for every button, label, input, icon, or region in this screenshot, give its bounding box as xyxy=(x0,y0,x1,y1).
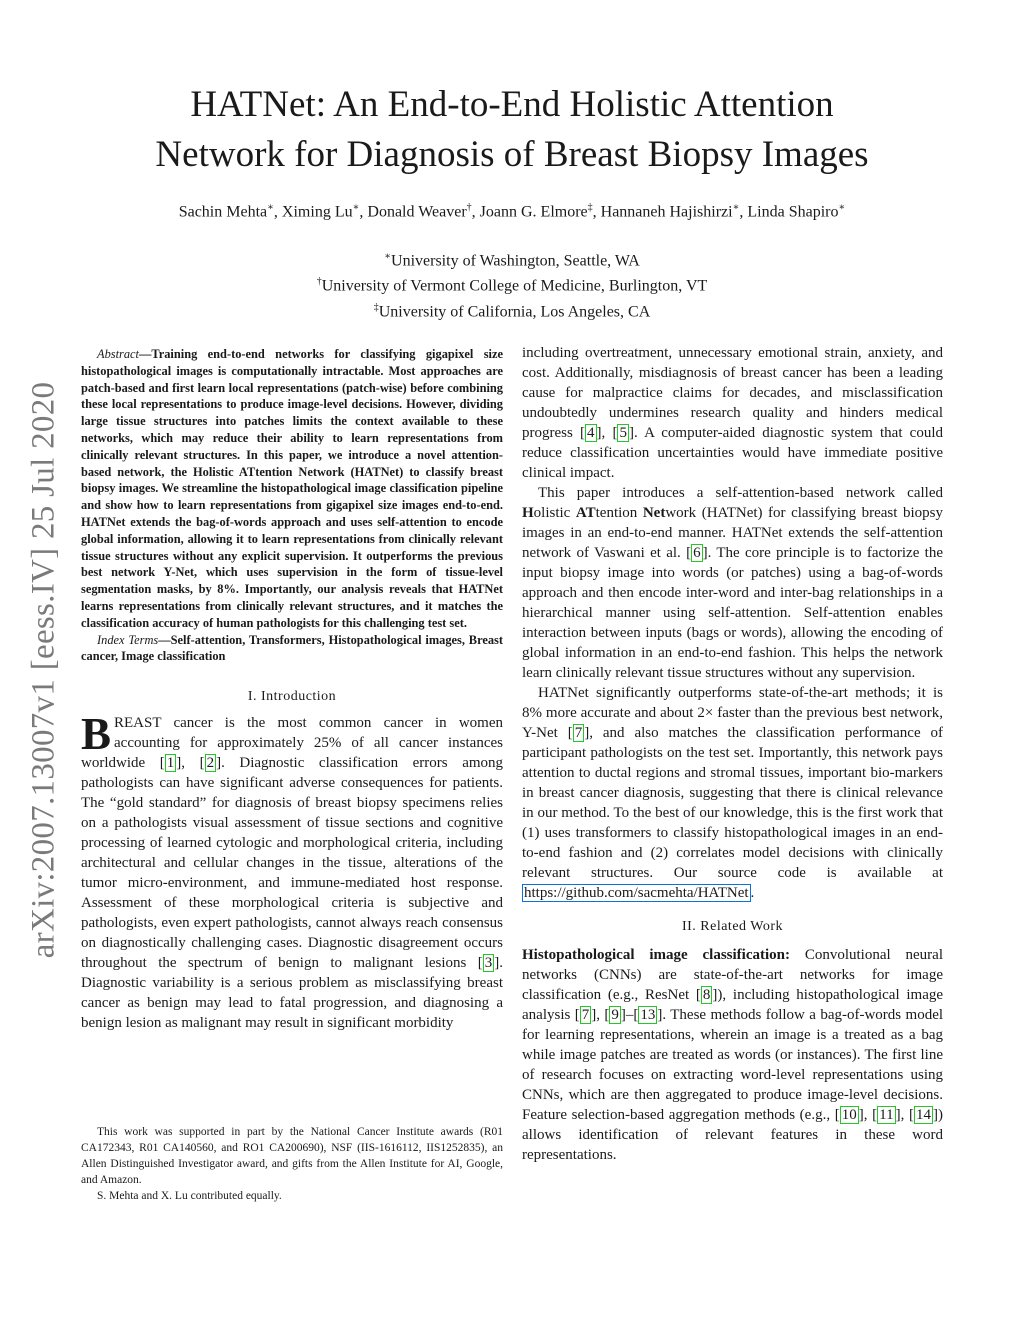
citation-link[interactable]: 4 xyxy=(587,425,595,441)
author-name: Ximing Lu xyxy=(281,203,353,221)
citation-link[interactable]: 7 xyxy=(574,725,583,741)
index-terms-text: —Self-attention, Transformers, Histopathological images, Breast cancer, Image classification xyxy=(81,632,503,664)
citation-link[interactable]: 5 xyxy=(619,425,627,441)
right-paragraph-3: HATNet significantly outperforms state-of-the-art methods; it is 8% more accurate and about 2× faster than the previous best network, Y-Net [ 7 ], and also matches the classification performance of participant pathologists on the test set. Importantly, this network pays attention to ductal regions and stromal tissues, important bio-markers in breast cancer diagnosis, suggesting that there is clinical relevance in our method. To the best of our knowledge, this is the first work that (1) uses transformers to classify histopathological images in an end-to-end fashion and (2) correlates model decisions with clinically relevant structures. Our source code is available at https://github.com/sacmehta/HATNet . xyxy=(522,685,943,901)
citation-link[interactable]: 14 xyxy=(916,1107,931,1123)
abstract xyxy=(81,346,503,632)
abstract-text: —Training end-to-end networks for classifying gigapixel size histopathological images is computationally intractable. Most approaches are patch-based and first learn local representations (patch-wise) before combining these local representations to produce image-level decisions. However, dividing large tissue structures into patches limits the context available to these networks, which may reduce their ability to learn representations from clinically relevant structures. In this paper, we introduce a novel attention-based network, the Holistic ATtention Network (HATNet) to classify breast biopsy images. We streamline the histopathological image classification pipeline and show how to learn representations from gigapixel size images end-to-end. HATNet extends the bag-of-words approach and uses self-attention to encode global information, allowing it to learn representations from clinically relevant tissue structures without any explicit supervision. It outperforms the previous best network Y-Net, which uses supervision in the form of tissue-level segmentation masks, by 8%. Importantly, our analysis reveals that HATNet learns representations from clinically relevant structures, and it matches the classification accuracy of human pathologists for this challenging test set. xyxy=(81,347,503,630)
author-name: Joann G. Elmore xyxy=(479,203,588,221)
affiliations xyxy=(60,246,964,322)
section-title-related-work: II. Related Work xyxy=(681,919,784,934)
footnote-equal-contribution: S. Mehta and X. Lu contributed equally. xyxy=(97,1190,282,1202)
citation-link[interactable]: 6 xyxy=(693,545,701,561)
citation-link[interactable]: 1 xyxy=(166,755,175,772)
intro-text: REAST cancer is the most common cancer in women accounting for approximately 25% of all cancer instances worldwide [ 1 ], [ 2 ]. Diagnostic classification errors among pathologists can have significant adverse consequences for patients. The “gold standard” for diagnosis of breast biopsy specimens relies on a pathologists visual assessment of tissue sections and cognitive processing of learned cytologic and morphological criteria, including architectural and cellular changes in the tissue, alterations of the tumor micro-environment, and immune-mediated host response. Assessment of these morphological criteria is subjective and pathologists, even expert pathologists, cannot always reach consensus on diagnostically challenging cases. Diagnostic disagreement occurs throughout the spectrum of benign to malignant lesions [ 3 ]. Diagnostic variability is a serious problem as misclassifying breast cancer as benign may lead to fatal progression, and diagnosing a benign lesion as malignant may result in significant morbidity xyxy=(81,715,504,1032)
citation-link[interactable]: 7 xyxy=(581,1007,590,1023)
citation-link[interactable]: 10 xyxy=(841,1107,857,1123)
citation-link[interactable]: 13 xyxy=(640,1007,656,1023)
author-name: Hannaneh Hajishirzi xyxy=(600,203,733,221)
citation-link[interactable]: 9 xyxy=(611,1007,619,1023)
author-name: Donald Weaver xyxy=(367,203,467,221)
citation-link[interactable]: 2 xyxy=(206,755,215,772)
author-name: Linda Shapiro xyxy=(747,203,839,221)
citation-link[interactable]: 3 xyxy=(484,955,493,972)
intro-paragraph xyxy=(81,709,504,1033)
related-work-paragraph xyxy=(522,945,943,1165)
right-column xyxy=(522,343,943,1165)
affiliation: ‡University of California, Los Angeles, CA xyxy=(373,301,651,320)
citation-link[interactable]: 8 xyxy=(702,987,711,1003)
related-work-text: Convolutional neural networks (CNNs) are state-of-the-art networks for image classification (e.g., ResNet [ 8 ]), including histopathological image analysis [ 7 ], [ 9 ]–[ 13 ]. These methods follow a bag-of-words model for learning representations, wherein an image is a treated as a bag while image patches are treated as words (or instances). The first line of research focuses on extracting word-level representations using CNNs, which are then aggregated to produce image-level decisions. Feature selection-based aggregation methods (e.g., [ 10 ], [ 11 ], [ 14 ]) allows identification of relevant features in these word representations. xyxy=(522,947,944,1163)
footnotes xyxy=(81,1124,503,1204)
left-column xyxy=(81,346,504,1202)
paper-title xyxy=(60,80,964,180)
github-link[interactable]: https://github.com/sacmehta/HATNet xyxy=(524,885,749,901)
right-paragraph-1: including overtreatment, unnecessary emotional strain, anxiety, and cost. Additionally, misdiagnosis of breast cancer has been a leading cause for malpractice claims for decades, and misclassification undoubtedly undermines research quality and hinders medical progress [ 4 ], [ 5 ]. A computer-aided diagnostic system that could reduce classification uncertainties would have immediate positive clinical impact. xyxy=(522,345,943,481)
index-terms-label: Index Terms xyxy=(97,632,159,647)
citation-link[interactable]: 11 xyxy=(879,1107,894,1123)
abstract-label: Abstract xyxy=(97,347,139,361)
related-work-heading: Histopathological image classification: xyxy=(522,947,790,963)
right-paragraph-2: This paper introduces a self-attention-based network called Holistic ATtention Network (HATNet) for classifying breast biopsy images in an end-to-end manner. HATNet extends the self-attention network of Vaswani et al. [ 6 ]. The core principle is to factorize the input biopsy image into words (or patches) using a bag-of-words approach and then encode inter-word and inter-bag relationships in a hierarchical manner using self-attention. Self-attention enables interaction between inputs (bags or words), allowing the encoding of global information in an end-to-end fashion. This helps the network learn clinically relevant tissue structures without any supervision. xyxy=(522,485,943,681)
affiliation: ∗University of Washington, Seattle, WA xyxy=(384,251,640,270)
section-title-introduction: I. Introduction xyxy=(247,689,337,705)
title-line-1: HATNet: An End-to-End Holistic Attention xyxy=(190,84,834,125)
author-list: Sachin Mehta∗, Ximing Lu∗, Donald Weaver†, Joann G. Elmore‡, Hannaneh Hajishirzi∗, Linda Shapiro∗ xyxy=(178,202,846,221)
index-terms xyxy=(81,632,503,666)
title-line-2: Network for Diagnosis of Breast Biopsy Images xyxy=(155,134,869,175)
author-name: Sachin Mehta xyxy=(178,203,268,221)
footnote-funding: This work was supported in part by the National Cancer Institute awards (R01 CA172343, R01 CA140560, and RO1 CA200690), NSF (IIS-1616112, IIS1252835), an Allen Distinguished Investigator award, and gifts from the Allen Institute for AI, Google, and Amazon. xyxy=(81,1126,503,1186)
affiliation: †University of Vermont College of Medicine, Burlington, VT xyxy=(316,276,708,295)
dropcap: B xyxy=(81,709,112,760)
arxiv-identifier: arXiv:2007.13007v1 [eess.IV] 25 Jul 2020 xyxy=(25,381,62,959)
